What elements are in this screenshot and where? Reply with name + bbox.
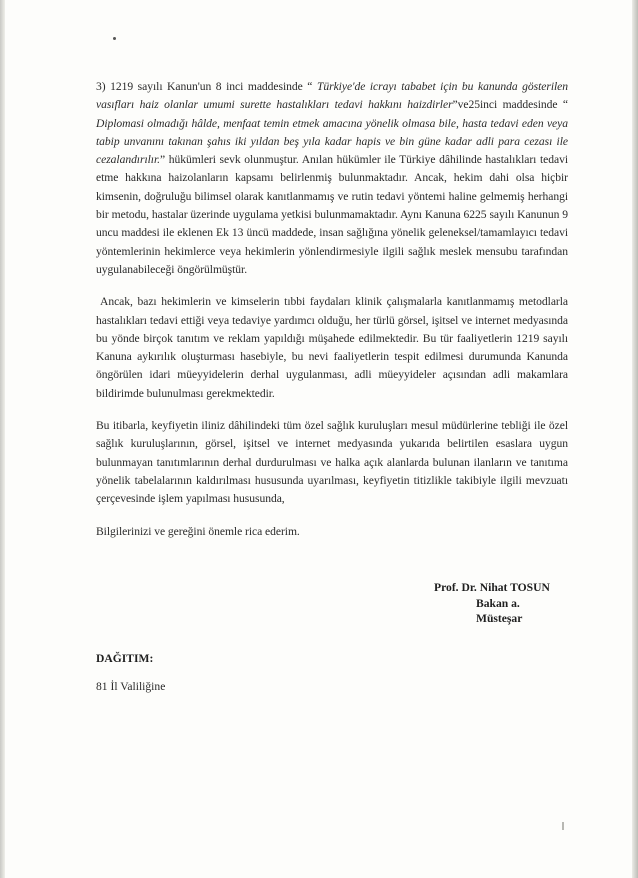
distribution-heading: DAĞITIM: — [96, 652, 154, 665]
scan-mark — [562, 822, 564, 830]
paragraph-text: ” hükümleri sevk olunmuştur. Anılan hükümler ile Türkiye dâhilinde hastalıkları tedavi etme hakkına haizolanların kapsamı belirlenmiş bulunmaktadır. Ancak, hekim dahi olsa hiçbir kimsenin, doğruluğu bilimsel olarak kanıtlanmamış ve rutin tedavi yöntemi haline gelmemiş herhangi bir metodu, hastalar üzerinde uygulama yetkisi bulunmamaktadır. Aynı Kanuna 6225 sayılı Kanunun 9 uncu maddesi ile eklenen Ek 13 üncü maddede, insan sağlığına yönelik geleneksel/tamamlayıcı tedavi yöntemlerinin hekimlerce veya hekimlerin yönlendirmesiyle ilgili sağlık meslek mensubu tarafından uygulanabileceği öngörülmüştür. — [96, 153, 568, 276]
signatory-title: Müsteşar — [476, 612, 523, 625]
paragraph-instructions — [96, 417, 568, 508]
paragraph-text: ”ve25inci maddesinde “ — [452, 98, 568, 112]
paragraph-closing — [96, 523, 568, 541]
scan-edge-left — [0, 0, 5, 878]
signature-block — [434, 580, 614, 627]
paragraph-unproven-methods — [96, 293, 568, 403]
paragraph-text: Bu itibarla, keyfiyetin iliniz dâhilindeki tüm özel sağlık kuruluşları mesul müdürlerine tebliği ile özel sağlık kuruluşlarının, görsel, işitsel ve internet medyasında yukarıda belirtilen esaslara uygun bulunmayan tanıtımlarının derhal durdurulması ve halka açık alanlarda bulunan ilanların ve tanıtıma yönelik tabelalarının kaldırılması hususunda uyarılması, keyfiyetin titizlikle takibiyle ilgili mevzuatı çerçevesinde işlem yapılması hususunda, — [96, 419, 568, 506]
paragraph-text: Bilgilerinizi ve gereğini önemle rica ederim. — [96, 524, 300, 538]
paragraph-text: 3) 1219 sayılı Kanun'un 8 inci maddesinde “ — [96, 80, 317, 93]
paragraph-text: Ancak, bazı hekimlerin ve kimselerin tıbbi faydaları klinik çalışmalarla kanıtlanmamış metodlarla hastalıkları tedavi ettiği veya tedaviye yardımcı olduğu, her türlü görsel, işitsel ve internet medyasında bu yönde birçok tanıtım ve reklam yapıldığı müşahede edilmektedir. Bu tür faaliyetlerin 1219 sayılı Kanuna aykırılık oluşturması hasebiyle, bu nevi faaliyetlerin tespit edilmesi durumunda Kanunda öngörülen idari müeyyidelerin derhal uygulanması, adli müeyyideler açısından adli makamlara bildirimde bulunulması gerekmektedir. — [96, 295, 568, 400]
quoted-law-text: Diplomasi olmadığı hâlde, menfaat temin etmek amacına yönelik olmasa bile, hasta tedavi eden veya tabip unvanını takınan şahıs iki yıldan beş yıla kadar hapis ve bin güne kadar adli para cezası ile cezalandırılır. — [96, 116, 568, 167]
quoted-law-text: Türkiye'de icrayı tababet için bu kanunda gösterilen vasıfları haiz olanlar umumi surette hastalıkları tedavi hakkını haizdirler — [96, 80, 568, 112]
scan-speck — [113, 37, 116, 40]
signatory-capacity: Bakan a. — [476, 596, 520, 610]
document-body — [96, 78, 568, 541]
distribution-item: 81 İl Valiliğine — [96, 680, 166, 693]
paragraph-article-8-25 — [96, 78, 568, 279]
scan-edge-right — [632, 0, 638, 878]
signatory-name: Prof. Dr. Nihat TOSUN — [434, 581, 550, 594]
distribution-block — [96, 651, 396, 695]
